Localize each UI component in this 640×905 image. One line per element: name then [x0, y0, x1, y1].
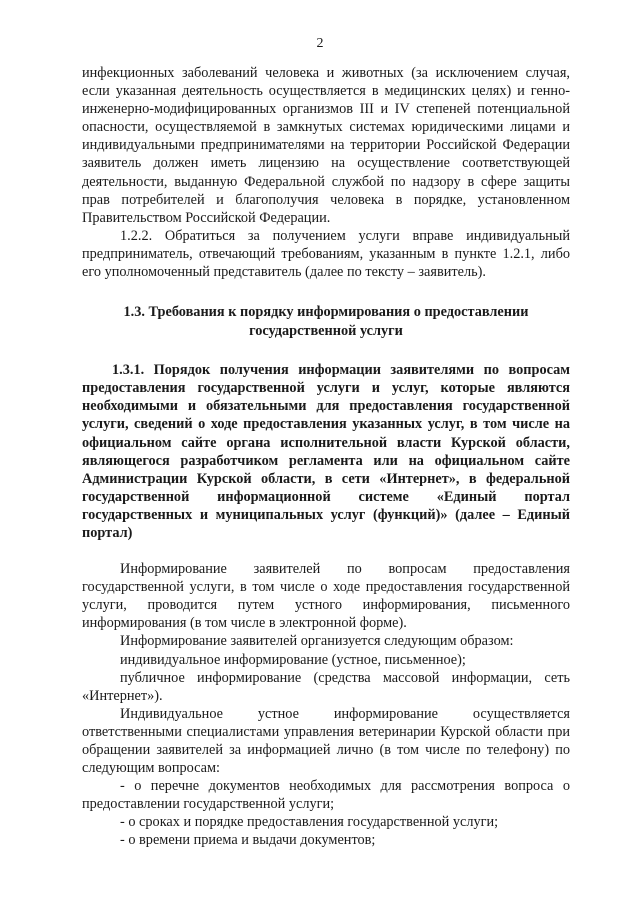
paragraph-public-informing: публичное информирование (средства массовой информации, сеть «Интернет»).: [82, 669, 570, 704]
list-item: - о перечне документов необходимых для рассмотрения вопроса о предоставлении государственной услуги;: [82, 778, 570, 813]
paragraph-1-2-2: 1.2.2. Обратиться за получением услуги вправе индивидуальный предприниматель, отвечающий требованиям, указанным в пункте 1.2.1, либо его уполномоченный представитель (далее по тексту – заявитель).: [82, 227, 570, 281]
paragraph-1-3-1-bold: 1.3.1. Порядок получения информации заявителями по вопросам предоставления государственной услуги и услуг, которые являются необходимыми и обязательными для предоставления государственной услуги, сведений о ходе предоставления указанных услуг, в том числе на официальном сайте органа исполнительной власти Курской области, являющегося разработчиком регламента или на официальном сайте Администрации Курской области, в сети «Интернет», в федеральной государственной информационной системе «Единый портал государственных и муниципальных услуг (функций)» (далее – Единый портал): [82, 362, 570, 541]
paragraph-informing-organized: Информирование заявителей организуется следующим образом:: [120, 633, 514, 650]
paragraph-individual-informing: индивидуальное информирование (устное, письменное);: [120, 651, 466, 668]
list-item: - о времени приема и выдачи документов;: [120, 832, 376, 849]
section-heading-1-3: 1.3. Требования к порядку информирования о предоставлении государственной услуги: [123, 304, 529, 339]
list-item: - о сроках и порядке предоставления государственной услуги;: [120, 814, 499, 831]
document-body: [82, 64, 570, 850]
paragraph-informing-applicants: Информирование заявителей по вопросам предоставления государственной услуги, в том числе о ходе предоставления государственной услуги, проводится путем устного информирования, письменного информирования (в том числе в электронной форме).: [82, 561, 570, 632]
paragraph-license-requirement: инфекционных заболеваний человека и животных (за исключением случая, если указанная деятельность осуществляется в медицинских целях) и генно-инженерно-модифицированных организмов III и IV степеней потенциальной опасности, осуществляемой в замкнутых системах юридическими лицами и индивидуальными предпринимателями на территории Российской Федерации заявитель должен иметь лицензию на осуществление соответствующей деятельности, выданную Федеральной службой по надзору в сфере защиты прав потребителей и благополучия человека в порядке, установленном Правительством Российской Федерации.: [82, 65, 570, 226]
page-number: 2: [316, 36, 324, 51]
paragraph-individual-oral-informing: Индивидуальное устное информирование осуществляется ответственными специалистами управления ветеринарии Курской области при обращении заявителей за информацией лично (в том числе по телефону) по следующим вопросам:: [82, 705, 570, 777]
